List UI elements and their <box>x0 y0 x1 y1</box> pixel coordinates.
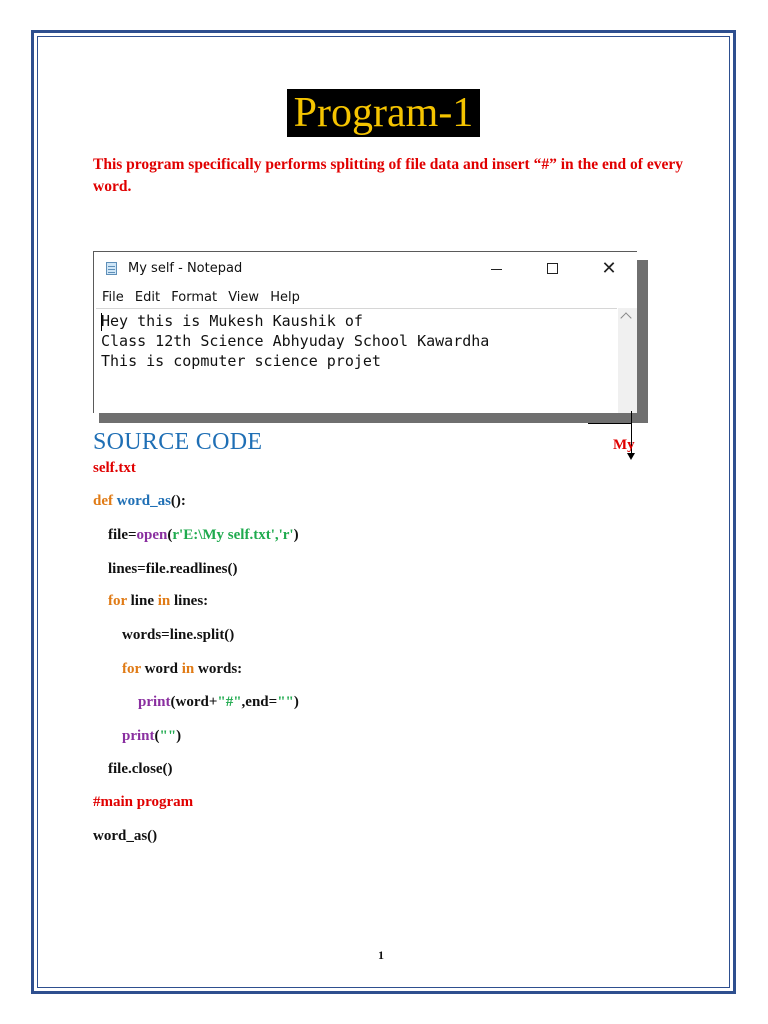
code-builtin: print <box>122 728 155 744</box>
code-string: r'E:\My self.txt','r' <box>172 527 294 543</box>
code-string: "" <box>159 728 177 744</box>
menu-edit[interactable]: Edit <box>134 290 161 305</box>
menu-view[interactable]: View <box>228 290 260 305</box>
close-icon[interactable]: ✕ <box>601 258 617 279</box>
code-keyword: in <box>181 661 195 677</box>
code-text: word <box>140 661 182 677</box>
code-line-readlines: lines=file.readlines() <box>108 561 238 577</box>
code-text: words: <box>194 661 243 677</box>
code-line-open <box>108 527 299 544</box>
code-text: file= <box>108 527 137 543</box>
scroll-up-icon[interactable] <box>620 312 631 323</box>
notepad-title: My self - Notepad <box>128 261 243 276</box>
menu-file[interactable]: File <box>102 290 124 305</box>
code-text: lines: <box>170 593 209 609</box>
code-builtin: print <box>138 694 171 710</box>
code-text: (): <box>170 493 186 509</box>
code-text: ,end= <box>241 694 278 710</box>
code-keyword: for <box>108 593 127 609</box>
arrow-down-icon <box>627 453 635 460</box>
vertical-scrollbar[interactable] <box>618 308 637 413</box>
code-text: ( <box>154 728 160 744</box>
code-line-call: word_as() <box>93 828 158 844</box>
code-text: ) <box>293 694 299 710</box>
code-builtin: open <box>136 527 168 543</box>
intro-text: This program specifically performs splitting of file data and insert “#” in the end of every word. <box>93 156 683 195</box>
code-text: line <box>126 593 158 609</box>
maximize-icon[interactable] <box>533 256 573 282</box>
code-line-split: words=line.split() <box>122 627 235 643</box>
notepad-app-icon <box>106 262 117 275</box>
page-title: Program-1 <box>287 89 480 137</box>
code-keyword: for <box>122 661 141 677</box>
annotation-arrow-line <box>588 423 632 424</box>
code-text: ) <box>176 728 182 744</box>
menu-format[interactable]: Format <box>171 290 218 305</box>
notepad-menubar <box>102 290 307 308</box>
code-line-for-lines <box>108 593 208 610</box>
annotation-label: My <box>613 437 635 453</box>
code-text: ) <box>293 527 299 543</box>
menu-help[interactable]: Help <box>270 290 300 305</box>
code-line-print-word <box>138 694 299 711</box>
notepad-text-area[interactable] <box>96 308 617 413</box>
notepad-line: Class 12th Science Abhyuday School Kawardha <box>101 332 490 350</box>
notepad-titlebar[interactable] <box>94 252 637 286</box>
notepad-line: Hey this is Mukesh Kaushik of <box>101 312 363 330</box>
code-text: (word+ <box>170 694 218 710</box>
code-comment: #main program <box>93 794 194 810</box>
source-code-heading: SOURCE CODE <box>93 429 263 455</box>
code-line-print-empty <box>122 728 181 745</box>
code-line-close: file.close() <box>108 761 173 777</box>
code-line-def <box>93 493 186 510</box>
code-text: ( <box>167 527 173 543</box>
code-filename: self.txt <box>93 460 136 476</box>
code-keyword: def <box>93 493 113 509</box>
code-function-name: word_as <box>116 493 171 509</box>
code-string: "#" <box>217 694 242 710</box>
code-line-for-words <box>122 661 242 678</box>
code-string: "" <box>277 694 294 710</box>
notepad-window <box>93 251 637 413</box>
page-number: 1 <box>378 948 384 962</box>
notepad-line: This is copmuter science projet <box>101 352 381 370</box>
minimize-icon[interactable] <box>477 256 517 282</box>
code-keyword: in <box>157 593 171 609</box>
